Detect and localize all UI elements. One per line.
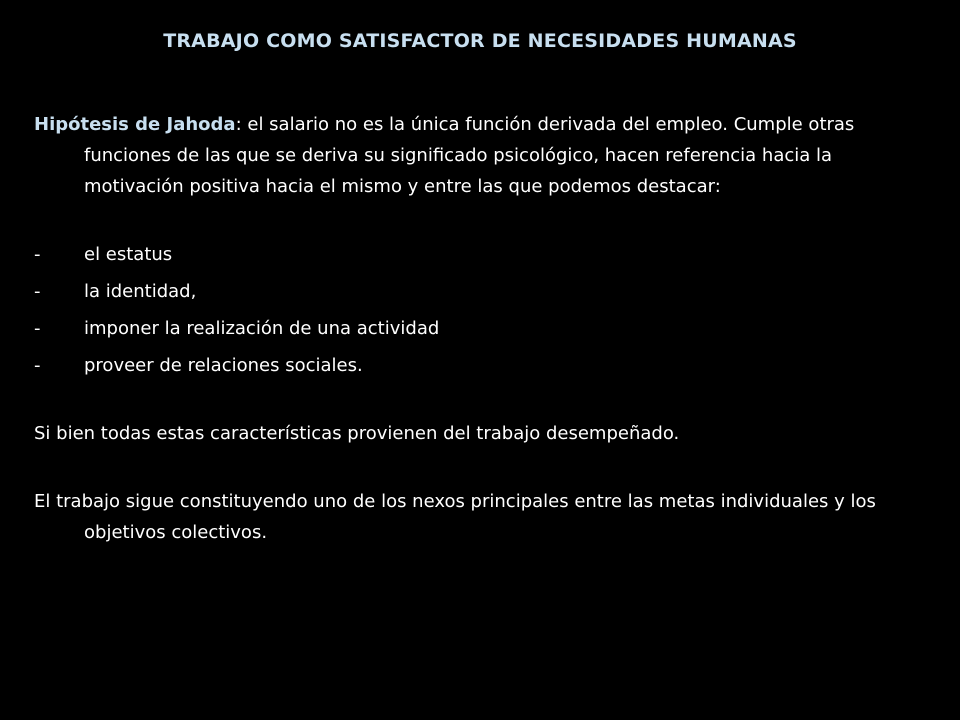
list-item — [34, 276, 914, 307]
bullet-list — [34, 239, 914, 381]
slide-title: TRABAJO COMO SATISFACTOR DE NECESIDADES HUMANAS — [163, 30, 797, 52]
bullet-marker: - — [34, 244, 41, 265]
list-item — [34, 239, 914, 270]
bullet-marker: - — [34, 318, 41, 339]
bullet-text: el estatus — [84, 244, 173, 265]
bullet-text: imponer la realización de una actividad — [84, 318, 440, 339]
bullet-marker: - — [34, 355, 41, 376]
paragraph-conclusion: Si bien todas estas características provienen del trabajo desempeñado. — [34, 423, 680, 444]
intro-lead: Hipótesis de Jahoda — [34, 114, 236, 135]
intro-text: : el salario no es la única función derivada del empleo. Cumple otras funciones de las que se deriva su significado psicológico, hacen referencia hacia la motivación positiva hacia el mismo y entre las que podemos destacar: — [84, 114, 855, 197]
list-item — [34, 350, 914, 381]
bullet-text: la identidad, — [84, 281, 197, 302]
paragraph-work-nexus: El trabajo sigue constituyendo uno de los nexos principales entre las metas individuales y los objetivos colectivos. — [34, 491, 876, 543]
list-item — [34, 313, 914, 344]
slide-body — [34, 109, 914, 548]
bullet-marker: - — [34, 281, 41, 302]
bullet-text: proveer de relaciones sociales. — [84, 355, 363, 376]
intro-paragraph — [34, 109, 914, 202]
